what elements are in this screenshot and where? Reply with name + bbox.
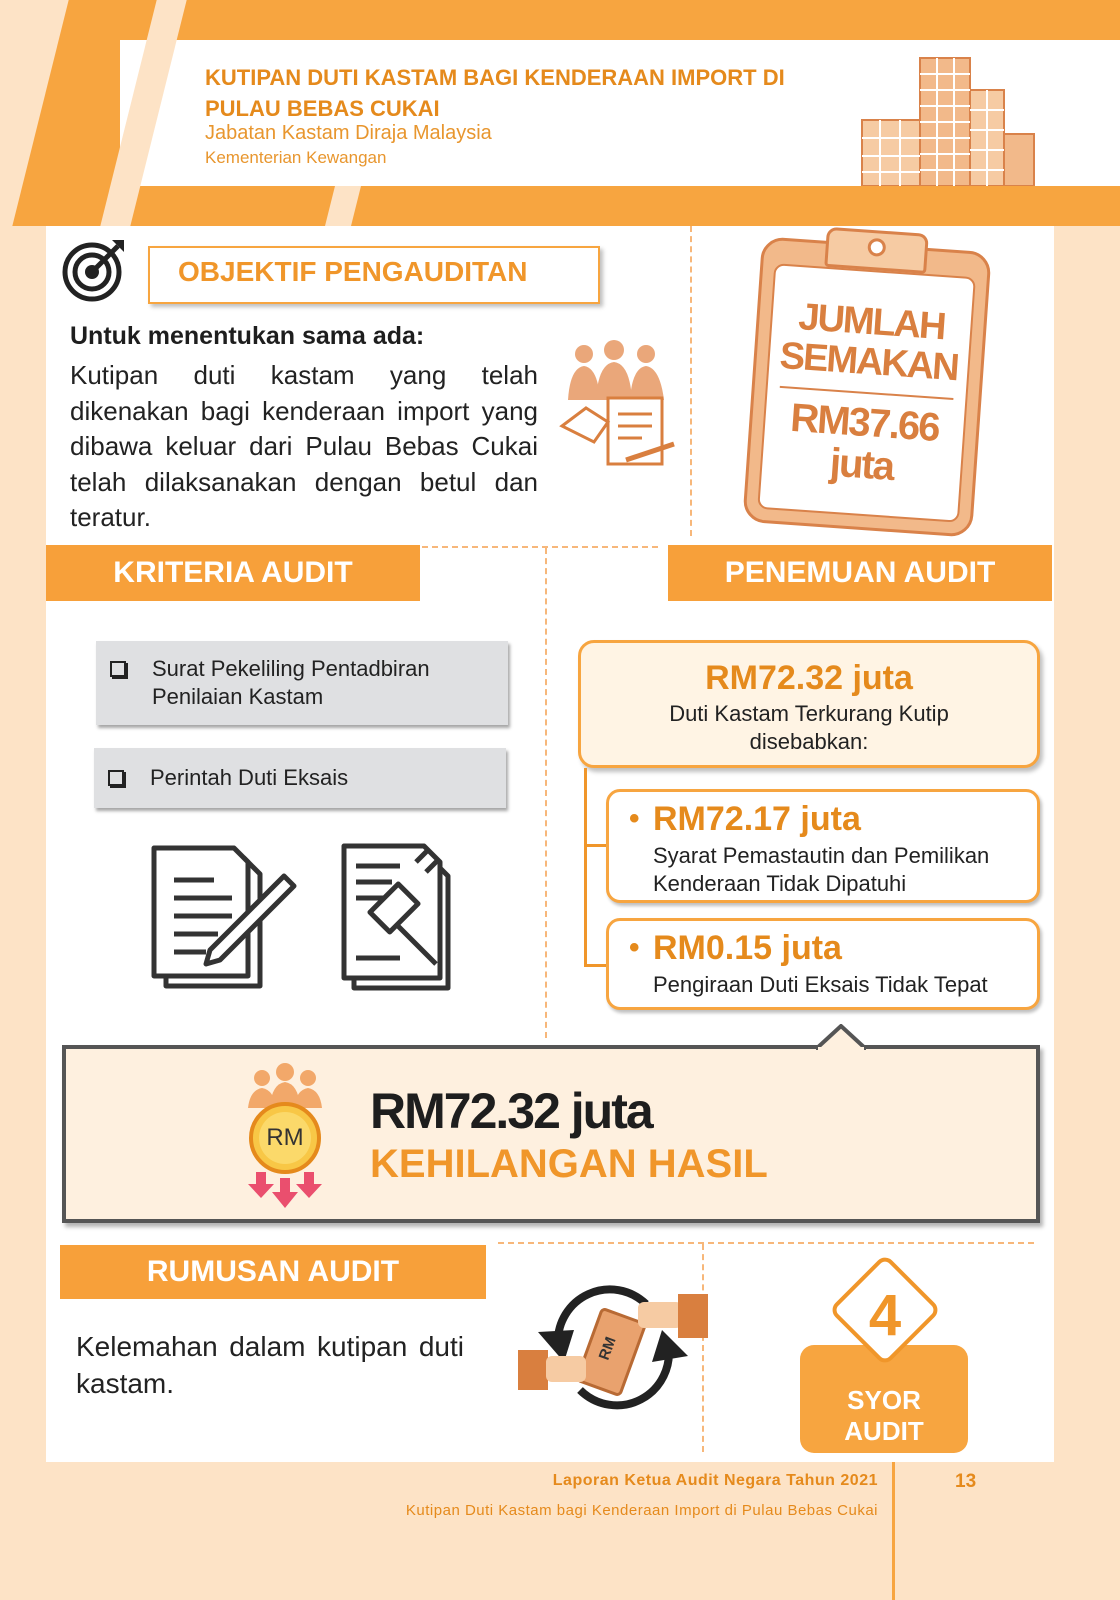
findings-connector <box>584 844 608 847</box>
divider <box>545 548 547 1038</box>
review-total-unit: juta <box>828 440 895 489</box>
ministry-name: Kementerian Kewangan <box>205 148 387 167</box>
recommendation-label: AUDIT <box>844 1416 924 1446</box>
criteria-item <box>94 748 506 808</box>
revenue-loss-label: KEHILANGAN HASIL <box>370 1142 768 1186</box>
review-total-clipboard <box>742 236 991 537</box>
criteria-item-label: Surat Pekeliling Pentadbiran Penilaian Kastam <box>152 656 430 709</box>
divider <box>498 1242 1034 1244</box>
revenue-loss-amount: RM72.32 juta <box>370 1083 652 1139</box>
findings-total-amount: RM72.32 juta <box>705 659 913 697</box>
recommendation-label: SYOR <box>847 1385 921 1415</box>
criteria-item <box>96 641 508 725</box>
objective-lead: Untuk menentukan sama ada: <box>70 322 425 350</box>
objective-body: Kutipan duti kastam yang telah dikenakan bagi kenderaan import yang dibawa keluar dari Pulau Bebas Cukai telah dilaksanakan dengan betul dan teratur. <box>70 360 538 532</box>
finding-item-amount: RM72.17 juta <box>653 800 861 838</box>
finding-item-label: Syarat Pemastautin dan Pemilikan Kenderaan Tidak Dipatuhi <box>653 843 990 896</box>
review-total-amount: RM37.66 <box>788 395 940 451</box>
checkbox-icon <box>108 770 124 786</box>
page-title: KUTIPAN DUTI KASTAM BAGI KENDERAAN IMPORT DI PULAU BEBAS CUKAI <box>205 65 785 121</box>
currency-label: RM <box>595 1334 620 1363</box>
objective-heading: OBJEKTIF PENGAUDITAN <box>178 256 528 287</box>
conclusion-body: Kelemahan dalam kutipan duti kastam. <box>76 1331 464 1399</box>
findings-heading: PENEMUAN AUDIT <box>668 545 1052 601</box>
review-total-label: SEMAKAN <box>778 334 960 390</box>
conclusion-heading: RUMUSAN AUDIT <box>60 1245 486 1299</box>
findings-summary-card <box>578 640 1040 768</box>
findings-total-label: Duti Kastam Terkurang Kutip disebabkan: <box>669 701 949 754</box>
document-pen-icon <box>148 842 298 992</box>
divider <box>690 226 692 536</box>
page-number: 13 <box>955 1471 977 1492</box>
checkbox-icon <box>110 661 126 677</box>
document-gavel-icon <box>340 842 470 992</box>
finding-item-label: Pengiraan Duti Eksais Tidak Tepat <box>653 972 988 997</box>
footer-report-title: Laporan Ketua Audit Negara Tahun 2021 <box>552 1472 878 1489</box>
criteria-heading: KRITERIA AUDIT <box>46 545 420 601</box>
currency-label: RM <box>266 1124 304 1151</box>
review-total-label: JUMLAH <box>797 296 946 349</box>
money-exchange-icon <box>518 1284 718 1414</box>
finding-item <box>606 918 1040 1010</box>
findings-connector <box>584 964 608 967</box>
finding-item-amount: RM0.15 juta <box>653 929 842 967</box>
handshake-team-icon <box>556 338 678 472</box>
bullet-icon: • <box>629 802 640 835</box>
footer-subject: Kutipan Duti Kastam bagi Kenderaan Import di Pulau Bebas Cukai <box>405 1502 878 1519</box>
bullet-icon: • <box>629 931 640 964</box>
footer-divider <box>892 1462 895 1600</box>
recommendation-count: 4 <box>868 1283 902 1348</box>
agency-name: Jabatan Kastam Diraja Malaysia <box>205 122 492 144</box>
building-icon <box>860 54 1040 186</box>
findings-connector <box>584 768 608 966</box>
callout-pointer <box>816 1024 866 1050</box>
finding-item <box>606 789 1040 903</box>
target-icon <box>62 238 126 302</box>
criteria-item-label: Perintah Duti Eksais <box>150 765 349 790</box>
divider <box>422 546 658 548</box>
